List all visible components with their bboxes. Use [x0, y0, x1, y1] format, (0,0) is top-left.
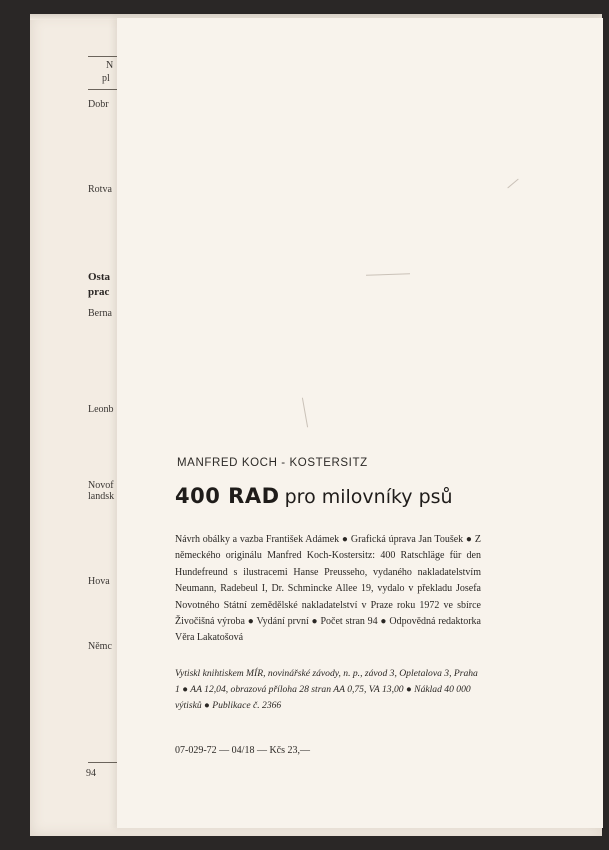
back-section-title-line2: prac — [88, 286, 110, 298]
book-title-rest: pro milovníky psů — [284, 486, 453, 508]
colophon-block — [175, 532, 481, 647]
header-rule — [88, 89, 120, 90]
colophon-text: Návrh obálky a vazba František Adámek ● Grafická úprava Jan Toušek ● Z německého originálu Manfred Koch-Kostersitz: 400 Ratschläge für den Hundefreund s ilustracemi Hanse Preusseho, vydaného nakladatelstvím Neumann, Radebeul I, Dr. Schmincke Allee 19, vydalo v překladu Josefa Novotného Státní zemědělské nakladatelství v Praze roku 1972 ve sbírce Živočišná výroba ● Vydání první ● Počet stran 94 ● Odpovědná redaktorka Věra Lakatošová — [175, 534, 481, 644]
back-entry-hova: Hova — [88, 576, 110, 587]
catalog-line: 07-029-72 — 04/18 — Kčs 23,— — [175, 745, 310, 756]
back-entry-berna: Berna — [88, 308, 112, 319]
back-entry-rotva: Rotva — [88, 184, 112, 195]
back-page-number: 94 — [86, 768, 96, 779]
footer-rule — [88, 762, 120, 763]
book-title — [175, 484, 453, 508]
back-entry-novof: Novof — [88, 480, 114, 491]
book-title-number: 400 RAD — [175, 484, 280, 508]
back-entry-leonb: Leonb — [88, 404, 114, 415]
printer-block — [175, 666, 481, 714]
back-section-title-line1: Osta — [88, 271, 110, 283]
back-header-line1: N — [106, 60, 114, 71]
back-entry-dobr: Dobr — [88, 99, 109, 110]
back-entry-landsk: landsk — [88, 491, 115, 502]
header-rule — [88, 56, 120, 57]
back-entry-nemc: Němc — [88, 641, 112, 652]
back-header-line2: pl — [102, 73, 110, 84]
printer-text: Vytiskl knihtiskem MÍR, novinářské závody, n. p., závod 3, Opletalova 3, Praha 1 ● AA 12,04, obrazová příloha 28 stran AA 0,75, VA 13,00 ● Náklad 40 000 výtisků ● Publikace č. 2366 — [175, 668, 478, 711]
author-name: MANFRED KOCH - KOSTERSITZ — [177, 457, 368, 469]
